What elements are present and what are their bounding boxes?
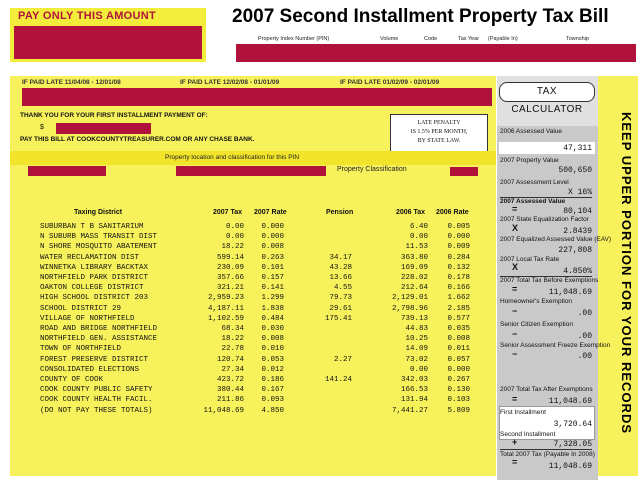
cell-pension: 13.66 — [329, 274, 352, 282]
equalization-value: 2.8439 — [563, 227, 592, 236]
senior-value: .00 — [577, 332, 592, 341]
freeze-label: Senior Assessment Freeze Exemption — [500, 342, 611, 349]
assessment-level-label: 2007 Assessment Level — [500, 179, 569, 186]
cell-name: N SHORE MOSQUITO ABATEMENT — [40, 243, 158, 252]
cell-rate07: 0.101 — [261, 263, 284, 272]
local-rate-label: 2007 Local Tax Rate — [500, 256, 560, 263]
table-row — [0, 334, 496, 344]
amount-due-redacted — [14, 26, 202, 59]
cell-tax07: 211.86 — [216, 396, 244, 405]
cell-rate07: 0.053 — [261, 355, 284, 364]
first-installment-value: 3,720.64 — [553, 420, 592, 429]
total-tax-value: 11,048.69 — [548, 462, 592, 471]
cell-tax06: 6.40 — [409, 223, 428, 231]
table-row — [0, 273, 496, 283]
cell-tax06: 0.00 — [409, 233, 428, 242]
code-column-header: Code — [424, 36, 438, 42]
cell-rate06: 0.178 — [447, 274, 470, 282]
penalty-line-2: IS 1.5% PER MONTH, — [410, 129, 468, 135]
before-exemptions-label: 2007 Total Tax Before Exemptions — [500, 277, 599, 284]
cell-pension: 43.28 — [329, 263, 352, 272]
cell-rate06: 0.011 — [447, 345, 470, 354]
table-row — [0, 283, 496, 293]
second-installment-value: 7,328.05 — [553, 440, 592, 449]
cell-pension: 29.61 — [329, 304, 352, 313]
cell-tax07: 4,187.11 — [207, 304, 244, 313]
volume-column-header: Volume — [380, 36, 399, 42]
cell-rate07: 0.141 — [261, 284, 284, 293]
cell-name: TOWN OF NORTHFIELD — [40, 345, 122, 354]
table-row — [0, 242, 496, 252]
first-installment-label: First Installment — [500, 409, 546, 416]
property-location-label: Property location and classification for this PIN — [165, 154, 300, 161]
cell-name: WINNETKA LIBRARY BACKTAX — [40, 263, 149, 272]
cell-rate06: 0.577 — [447, 314, 470, 323]
tax-calculator-title: TAX CALCULATOR — [499, 82, 595, 102]
cell-name: FOREST PRESERVE DISTRICT — [40, 355, 149, 364]
cell-rate07: 0.000 — [261, 233, 284, 242]
cell-name: SUBURBAN T B SANITARIUM — [40, 223, 144, 231]
pin-column-header: Property Index Number (PIN) — [258, 36, 330, 42]
first-installment-thanks: THANK YOU FOR YOUR FIRST INSTALLMENT PAYMENT OF: — [20, 112, 208, 119]
tax-year-column-header: Tax Year — [458, 36, 480, 42]
cell-rate07: 0.008 — [261, 335, 284, 344]
cell-rate06: 0.000 — [447, 233, 470, 242]
multiply-sign-2: X — [512, 262, 519, 272]
homeowner-label: Homeowner's Exemption — [500, 298, 573, 305]
table-row — [0, 222, 496, 232]
cell-name: (DO NOT PAY THESE TOTALS) — [40, 406, 153, 415]
cell-tax06: 228.02 — [400, 274, 428, 282]
cell-name: WATER RECLAMATION DIST — [40, 253, 140, 262]
cell-rate06: 0.166 — [447, 284, 470, 293]
assessment-level: X 16% — [567, 188, 592, 197]
freeze-value: .00 — [577, 352, 592, 361]
cell-name: HIGH SCHOOL DISTRICT 203 — [40, 294, 149, 303]
cell-tax06: 2,798.96 — [391, 304, 428, 313]
cell-tax06: 739.13 — [400, 314, 428, 323]
second-installment-label: Second Installment — [500, 431, 556, 438]
cell-tax07: 321.21 — [216, 284, 244, 293]
cell-rate06: 0.009 — [447, 243, 470, 252]
cell-name: VILLAGE OF NORTHFIELD — [40, 314, 135, 323]
total-tax-label: Total 2007 Tax (Payable In 2008) — [500, 451, 595, 458]
cell-rate07: 1.838 — [261, 304, 284, 313]
cell-tax06: 363.80 — [400, 253, 428, 262]
cell-tax07: 18.22 — [221, 243, 244, 252]
address-redacted-1 — [28, 166, 106, 176]
cell-pension: 2.27 — [333, 355, 352, 364]
equals-sign-2: = — [512, 284, 518, 294]
cell-tax07: 0.00 — [225, 233, 244, 242]
cell-pension: 34.17 — [329, 253, 352, 262]
cell-rate06: 0.284 — [447, 253, 470, 262]
cell-pension: 175.41 — [324, 314, 352, 323]
cell-rate06: 0.005 — [447, 223, 470, 231]
dollar-sign: $ — [40, 124, 44, 131]
cell-tax07: 68.34 — [221, 325, 244, 333]
col-2007-tax: 2007 Tax — [213, 209, 243, 216]
cell-tax06: 73.02 — [405, 355, 428, 364]
cell-pension: 79.73 — [329, 294, 352, 303]
cell-tax07: 357.66 — [216, 274, 244, 282]
amount-due-label: PAY ONLY THIS AMOUNT — [18, 10, 157, 22]
cell-rate06: 2.185 — [447, 304, 470, 313]
cell-rate06: 0.267 — [447, 376, 470, 384]
equals-sign-3: = — [512, 394, 518, 404]
cell-name: NORTHFIELD GEN. ASSISTANCE — [40, 335, 158, 344]
cell-pension: 4.55 — [333, 284, 352, 293]
table-row — [0, 375, 496, 385]
cell-tax06: 14.09 — [405, 345, 428, 354]
calc-divider-3 — [500, 449, 592, 450]
cell-rate06: 0.057 — [447, 355, 470, 364]
cell-rate07: 0.093 — [261, 396, 284, 405]
assessed-2006-label: 2006 Assessed Value — [500, 128, 563, 135]
cell-tax07: 230.09 — [216, 263, 244, 272]
cell-tax07: 599.14 — [216, 253, 244, 262]
cell-tax06: 0.00 — [409, 365, 428, 374]
cell-rate07: 0.186 — [261, 376, 284, 384]
multiply-sign-1: X — [512, 223, 519, 233]
homeowner-value: .00 — [577, 309, 592, 318]
cell-tax07: 0.00 — [225, 223, 244, 231]
cell-name: OAKTON COLLEGE DISTRICT — [40, 284, 144, 293]
col-taxing-district: Taxing District — [74, 209, 123, 216]
local-rate-value: 4.850% — [563, 267, 592, 276]
table-row — [0, 365, 496, 375]
col-2006-tax: 2006 Tax — [396, 209, 426, 216]
cell-tax06: 169.09 — [400, 263, 428, 272]
property-classification-label: Property Classification — [337, 166, 407, 173]
cell-rate07: 0.167 — [261, 386, 284, 395]
cell-tax07: 27.34 — [221, 365, 244, 374]
table-row — [0, 314, 496, 324]
pay-instructions: PAY THIS BILL AT COOKCOUNTYTREASURER.COM OR ANY CHASE BANK. — [20, 136, 255, 143]
cell-tax06: 166.53 — [400, 386, 428, 395]
minus-sign-2: − — [512, 329, 518, 339]
cell-rate07: 0.008 — [261, 243, 284, 252]
cell-rate07: 0.010 — [261, 345, 284, 354]
cell-tax06: 7,441.27 — [391, 406, 428, 415]
cell-rate07: 0.484 — [261, 314, 284, 323]
table-row — [0, 253, 496, 263]
bill-title: 2007 Second Installment Property Tax Bill — [232, 6, 609, 27]
table-row — [0, 406, 496, 416]
table-row — [0, 344, 496, 354]
cell-tax06: 342.03 — [400, 376, 428, 384]
table-row — [0, 304, 496, 314]
cell-rate07: 0.012 — [261, 365, 284, 374]
eav-label: 2007 Equalized Assessed Value (EAV) — [500, 236, 612, 243]
cell-rate06: 0.000 — [447, 365, 470, 374]
senior-label: Senior Citizen Exemption — [500, 321, 573, 328]
minus-sign-1: − — [512, 306, 518, 316]
cell-rate06: 0.103 — [447, 396, 470, 405]
cell-name: COUNTY OF COOK — [40, 376, 104, 384]
late-period-3: IF PAID LATE 01/02/09 - 02/01/09 — [340, 79, 440, 86]
cell-tax07: 423.72 — [216, 376, 244, 384]
late-penalty-notice — [390, 114, 488, 152]
cell-rate07: 1.299 — [261, 294, 284, 303]
address-redacted-2 — [176, 166, 326, 176]
minus-sign-3: − — [512, 349, 518, 359]
equals-sign-1: = — [512, 204, 518, 214]
cell-tax06: 11.53 — [405, 243, 428, 252]
cell-tax06: 212.64 — [400, 284, 428, 293]
table-row — [0, 355, 496, 365]
pin-redacted — [236, 44, 636, 62]
keep-records-notice: KEEP UPPER PORTION FOR YOUR RECORDS — [619, 112, 634, 435]
payable-in-column-header: (Payable In) — [488, 36, 518, 42]
before-exemptions-value: 11,048.69 — [548, 288, 592, 297]
cell-tax07: 1,102.59 — [207, 314, 244, 323]
av-2007-value: 80,104 — [563, 207, 592, 216]
cell-tax06: 2,129.01 — [391, 294, 428, 303]
cell-rate06: 5.809 — [447, 406, 470, 415]
col-2007-rate: 2007 Rate — [254, 209, 287, 216]
cell-tax07: 2,959.23 — [207, 294, 244, 303]
cell-name: SCHOOL DISTRICT 29 — [40, 304, 122, 313]
property-value-label: 2007 Property Value — [500, 157, 559, 164]
property-value: 500,650 — [558, 166, 592, 175]
cell-rate07: 0.157 — [261, 274, 284, 282]
cell-pension: 141.24 — [324, 376, 352, 384]
cell-tax06: 10.25 — [405, 335, 428, 344]
cell-rate06: 0.035 — [447, 325, 470, 333]
av-2007-label: 2007 Assessed Value — [500, 198, 566, 205]
table-row — [0, 324, 496, 334]
township-column-header: Township — [566, 36, 589, 42]
cell-rate06: 1.662 — [447, 294, 470, 303]
cell-name: COOK COUNTY HEALTH FACIL. — [40, 396, 153, 405]
col-pension: Pension — [326, 209, 354, 216]
equalization-label: 2007 State Equalization Factor — [500, 216, 589, 223]
cell-rate06: 0.008 — [447, 335, 470, 344]
cell-rate06: 0.132 — [447, 263, 470, 272]
cell-tax07: 11,048.69 — [203, 406, 244, 415]
late-period-2: IF PAID LATE 12/02/08 - 01/01/09 — [180, 79, 280, 86]
classification-redacted — [450, 167, 478, 176]
cell-tax07: 22.78 — [221, 345, 244, 354]
table-row — [0, 263, 496, 273]
after-exemptions-value: 11,048.69 — [548, 397, 592, 406]
cell-tax07: 380.44 — [216, 386, 244, 395]
equals-sign-4: = — [512, 457, 518, 467]
col-2006-rate: 2006 Rate — [436, 209, 469, 216]
cell-rate06: 0.130 — [447, 386, 470, 395]
cell-name: ROAD AND BRIDGE NORTHFIELD — [40, 325, 158, 333]
table-row — [0, 293, 496, 303]
penalty-line-1: LATE PENALTY — [417, 120, 461, 126]
penalty-line-3: BY STATE LAW. — [417, 138, 461, 144]
plus-sign: + — [512, 437, 518, 447]
first-payment-redacted — [56, 123, 151, 134]
late-period-1: IF PAID LATE 11/04/08 - 12/01/08 — [22, 79, 121, 86]
cell-rate07: 0.030 — [261, 325, 284, 333]
cell-tax06: 131.94 — [400, 396, 428, 405]
cell-tax07: 18.22 — [221, 335, 244, 344]
after-exemptions-label: 2007 Total Tax After Exemptions — [500, 386, 593, 393]
table-row — [0, 232, 496, 242]
cell-rate07: 0.263 — [261, 253, 284, 262]
late-amounts-redacted — [22, 88, 492, 106]
cell-tax07: 120.74 — [216, 355, 244, 364]
table-row — [0, 385, 496, 395]
cell-rate07: 4.850 — [261, 406, 284, 415]
cell-name: CONSOLIDATED ELECTIONS — [40, 365, 140, 374]
cell-name: COOK COUNTY PUBLIC SAFETY — [40, 386, 153, 395]
cell-name: N SUBURB MASS TRANSIT DIST — [40, 233, 158, 242]
cell-name: NORTHFIELD PARK DISTRICT — [40, 274, 149, 282]
eav-value: 227,808 — [558, 246, 592, 255]
cell-rate07: 0.000 — [261, 223, 284, 231]
assessed-2006-value: 47,311 — [563, 144, 592, 153]
table-row — [0, 395, 496, 405]
cell-tax06: 44.83 — [405, 325, 428, 333]
